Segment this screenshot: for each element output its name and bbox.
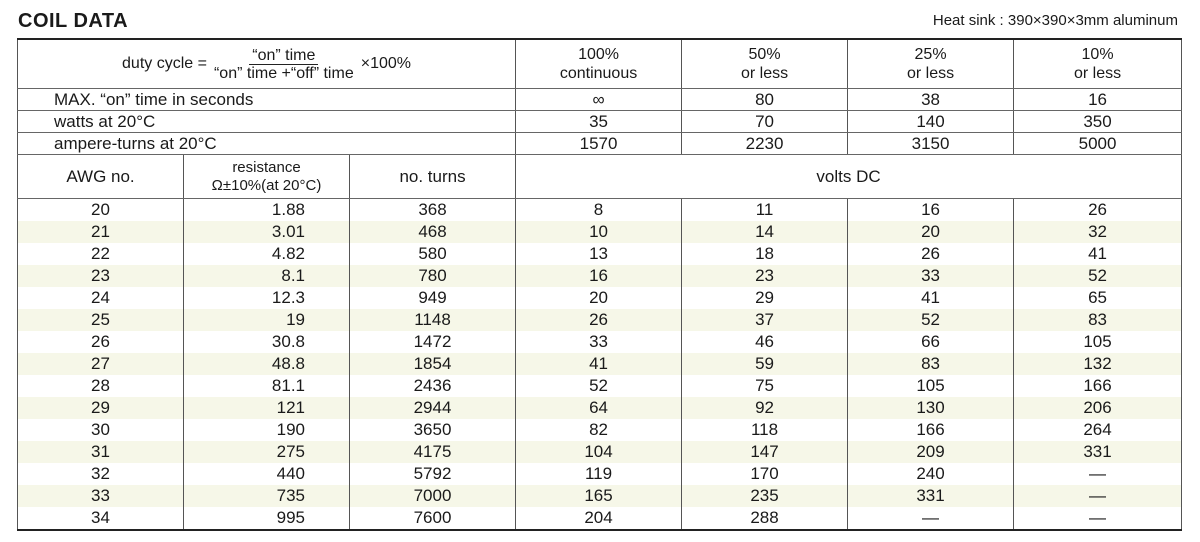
volts-cell: 166 — [1014, 375, 1182, 397]
volts-cell: 75 — [682, 375, 848, 397]
volts-cell: 92 — [682, 397, 848, 419]
spec-row-label: MAX. “on” time in seconds — [18, 89, 516, 111]
table-row — [18, 221, 1182, 243]
volts-cell: 288 — [682, 507, 848, 530]
volts-cell: 132 — [1014, 353, 1182, 375]
duty-column-qualifier: continuous — [559, 65, 638, 82]
volts-cell: 204 — [516, 507, 682, 530]
volts-cell: 165 — [516, 485, 682, 507]
volts-cell: 66 — [848, 331, 1014, 353]
volts-cell: — — [848, 507, 1014, 530]
awg-cell: 29 — [18, 397, 184, 419]
volts-cell: 147 — [682, 441, 848, 463]
table-row — [18, 441, 1182, 463]
table-row — [18, 507, 1182, 530]
volts-cell: 46 — [682, 331, 848, 353]
volts-cell: 59 — [682, 353, 848, 375]
duty-column-percent: 50% — [748, 46, 781, 63]
resistance-cell: 4.82 — [184, 243, 350, 265]
table-row — [18, 375, 1182, 397]
resistance-cell: 30.8 — [184, 331, 350, 353]
volts-cell: 11 — [682, 199, 848, 222]
resistance-cell: 995 — [184, 507, 350, 530]
volts-cell: 20 — [848, 221, 1014, 243]
spec-value: 38 — [848, 89, 1014, 111]
turns-cell: 949 — [350, 287, 516, 309]
spec-value: 80 — [682, 89, 848, 111]
volts-cell: 331 — [848, 485, 1014, 507]
volts-cell: 119 — [516, 463, 682, 485]
turns-cell: 1148 — [350, 309, 516, 331]
volts-cell: 26 — [516, 309, 682, 331]
duty-column-percent: 10% — [1081, 46, 1114, 63]
duty-cycle-formula — [18, 39, 516, 89]
coil-data-table — [17, 38, 1182, 531]
volts-cell: 33 — [516, 331, 682, 353]
volts-cell: 118 — [682, 419, 848, 441]
awg-cell: 24 — [18, 287, 184, 309]
volts-cell: 26 — [1014, 199, 1182, 222]
duty-column-header — [682, 39, 848, 89]
duty-column-qualifier: or less — [740, 65, 789, 82]
turns-cell: 580 — [350, 243, 516, 265]
spec-row-watts — [18, 111, 1182, 133]
volts-cell: 13 — [516, 243, 682, 265]
volts-cell: 64 — [516, 397, 682, 419]
awg-cell: 27 — [18, 353, 184, 375]
volts-cell: 14 — [682, 221, 848, 243]
duty-cycle-fraction — [211, 47, 357, 82]
resistance-cell: 12.3 — [184, 287, 350, 309]
volts-cell: 10 — [516, 221, 682, 243]
duty-column-percent: 100% — [578, 46, 619, 63]
spec-value: 35 — [516, 111, 682, 133]
volts-cell: 41 — [1014, 243, 1182, 265]
resistance-cell: 735 — [184, 485, 350, 507]
volts-cell: 52 — [516, 375, 682, 397]
volts-cell: 26 — [848, 243, 1014, 265]
volts-cell: 16 — [516, 265, 682, 287]
spec-row-max-on-time — [18, 89, 1182, 111]
spec-value: 16 — [1014, 89, 1182, 111]
awg-cell: 30 — [18, 419, 184, 441]
turns-cell: 1854 — [350, 353, 516, 375]
volts-cell: 18 — [682, 243, 848, 265]
spec-value: 350 — [1014, 111, 1182, 133]
volts-cell: 41 — [516, 353, 682, 375]
resistance-header — [184, 155, 350, 199]
duty-cycle-numerator: “on” time — [249, 47, 318, 65]
spec-row-ampere-turns — [18, 133, 1182, 155]
turns-cell: 2944 — [350, 397, 516, 419]
awg-cell: 25 — [18, 309, 184, 331]
turns-cell: 7600 — [350, 507, 516, 530]
turns-cell: 7000 — [350, 485, 516, 507]
table-row — [18, 287, 1182, 309]
awg-cell: 31 — [18, 441, 184, 463]
duty-column-percent: 25% — [914, 46, 947, 63]
awg-cell: 28 — [18, 375, 184, 397]
awg-cell: 23 — [18, 265, 184, 287]
resistance-cell: 8.1 — [184, 265, 350, 287]
volts-cell: 8 — [516, 199, 682, 222]
volts-cell: 37 — [682, 309, 848, 331]
turns-cell: 468 — [350, 221, 516, 243]
resistance-cell: 121 — [184, 397, 350, 419]
resistance-cell: 3.01 — [184, 221, 350, 243]
resistance-cell: 440 — [184, 463, 350, 485]
awg-cell: 21 — [18, 221, 184, 243]
spec-value: 2230 — [682, 133, 848, 155]
volts-cell: 331 — [1014, 441, 1182, 463]
turns-header: no. turns — [350, 155, 516, 199]
resistance-cell: 1.88 — [184, 199, 350, 222]
spec-value: 70 — [682, 111, 848, 133]
volts-cell: 235 — [682, 485, 848, 507]
table-row — [18, 463, 1182, 485]
volts-cell: — — [1014, 485, 1182, 507]
volts-cell: 41 — [848, 287, 1014, 309]
volts-cell: 23 — [682, 265, 848, 287]
turns-cell: 5792 — [350, 463, 516, 485]
spec-value: ∞ — [516, 89, 682, 111]
table-row — [18, 265, 1182, 287]
volts-header: volts DC — [516, 155, 1182, 199]
table-row — [18, 199, 1182, 222]
volts-cell: 105 — [1014, 331, 1182, 353]
table-row — [18, 485, 1182, 507]
table-row — [18, 309, 1182, 331]
awg-cell: 22 — [18, 243, 184, 265]
volts-cell: 32 — [1014, 221, 1182, 243]
turns-cell: 4175 — [350, 441, 516, 463]
volts-cell: 170 — [682, 463, 848, 485]
volts-cell: 240 — [848, 463, 1014, 485]
volts-cell: 83 — [848, 353, 1014, 375]
turns-cell: 2436 — [350, 375, 516, 397]
volts-cell: 83 — [1014, 309, 1182, 331]
duty-column-header — [1014, 39, 1182, 89]
duty-column-header — [848, 39, 1014, 89]
table-row — [18, 353, 1182, 375]
duty-cycle-label: duty cycle = — [122, 55, 207, 72]
duty-column-header — [516, 39, 682, 89]
awg-cell: 26 — [18, 331, 184, 353]
volts-cell: 209 — [848, 441, 1014, 463]
volts-cell: 52 — [848, 309, 1014, 331]
duty-cycle-denominator: “on” time +“off” time — [213, 64, 354, 82]
volts-cell: 130 — [848, 397, 1014, 419]
volts-cell: 206 — [1014, 397, 1182, 419]
spec-row-label: ampere-turns at 20°C — [18, 133, 516, 155]
resistance-cell: 275 — [184, 441, 350, 463]
spec-value: 1570 — [516, 133, 682, 155]
resistance-header-line2: Ω±10%(at 20°C) — [211, 176, 322, 194]
awg-header: AWG no. — [18, 155, 184, 199]
awg-cell: 34 — [18, 507, 184, 530]
awg-cell: 20 — [18, 199, 184, 222]
table-row — [18, 397, 1182, 419]
volts-cell: 65 — [1014, 287, 1182, 309]
awg-cell: 33 — [18, 485, 184, 507]
duty-cycle-multiplier: ×100% — [360, 55, 411, 72]
spec-value: 5000 — [1014, 133, 1182, 155]
volts-cell: 264 — [1014, 419, 1182, 441]
volts-cell: — — [1014, 507, 1182, 530]
volts-cell: 166 — [848, 419, 1014, 441]
volts-cell: — — [1014, 463, 1182, 485]
resistance-cell: 190 — [184, 419, 350, 441]
heat-sink-note: Heat sink : 390×390×3mm aluminum — [932, 12, 1178, 29]
volts-cell: 52 — [1014, 265, 1182, 287]
volts-cell: 29 — [682, 287, 848, 309]
turns-cell: 1472 — [350, 331, 516, 353]
spec-row-label: watts at 20°C — [18, 111, 516, 133]
volts-cell: 16 — [848, 199, 1014, 222]
awg-cell: 32 — [18, 463, 184, 485]
volts-cell: 105 — [848, 375, 1014, 397]
duty-column-qualifier: or less — [906, 65, 955, 82]
volts-cell: 104 — [516, 441, 682, 463]
duty-column-qualifier: or less — [1073, 65, 1122, 82]
turns-cell: 368 — [350, 199, 516, 222]
turns-cell: 780 — [350, 265, 516, 287]
volts-cell: 20 — [516, 287, 682, 309]
table-row — [18, 243, 1182, 265]
page-title: COIL DATA — [18, 10, 129, 32]
table-row — [18, 331, 1182, 353]
column-header-row — [18, 155, 1182, 199]
spec-value: 3150 — [848, 133, 1014, 155]
resistance-cell: 19 — [184, 309, 350, 331]
volts-cell: 33 — [848, 265, 1014, 287]
turns-cell: 3650 — [350, 419, 516, 441]
resistance-cell: 48.8 — [184, 353, 350, 375]
table-row — [18, 419, 1182, 441]
resistance-cell: 81.1 — [184, 375, 350, 397]
resistance-header-line1: resistance — [232, 158, 301, 176]
spec-value: 140 — [848, 111, 1014, 133]
volts-cell: 82 — [516, 419, 682, 441]
